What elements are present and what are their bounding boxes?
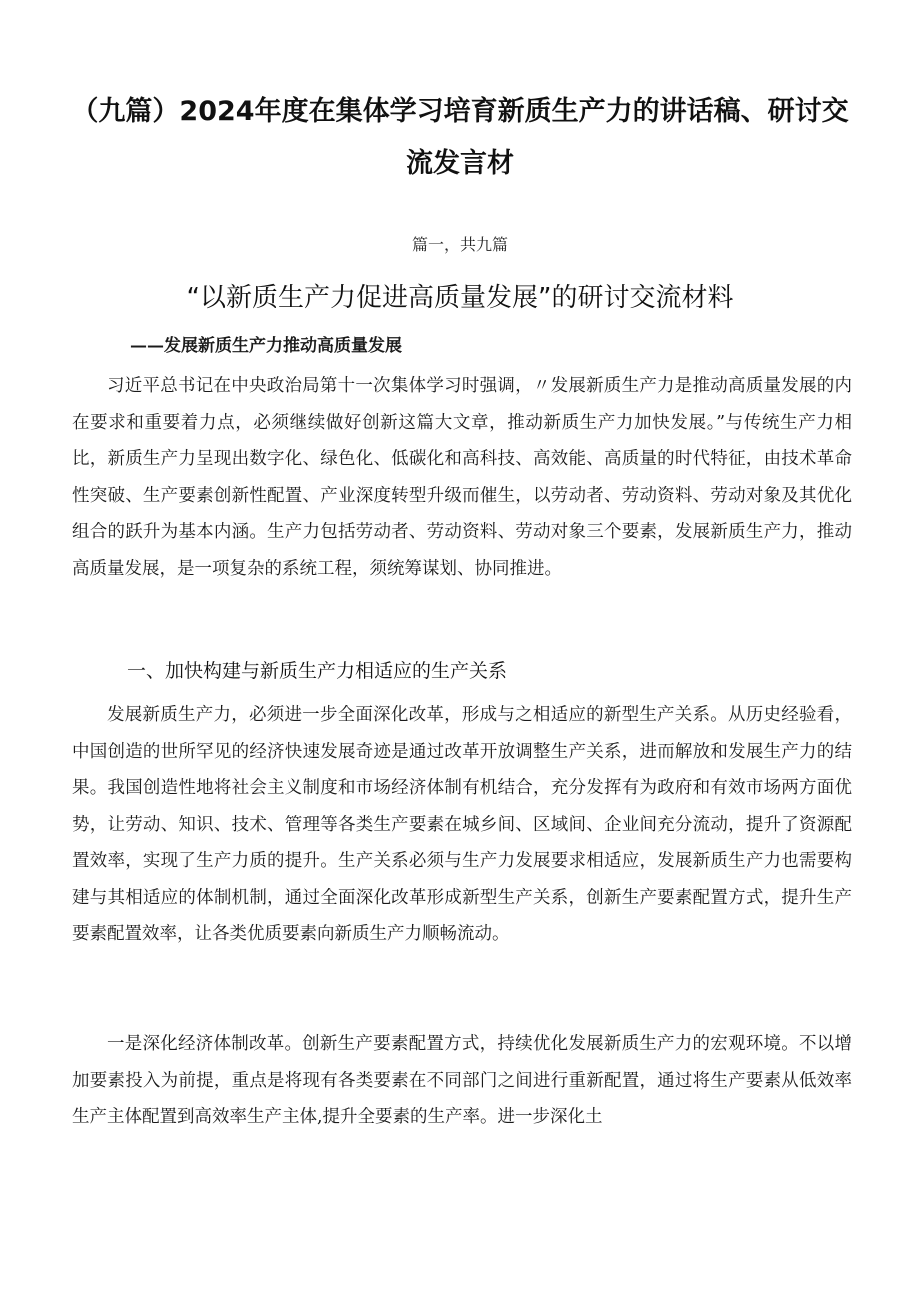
body-paragraph: 一是深化经济体制改革。创新生产要素配置方式，持续优化发展新质生产力的宏观环境。不以增加要素投入为前提，重点是将现有各类要素在不同部门之间进行重新配置，通过将生产要素从低效率生产主体配置到高效率生产主体,提升全要素的生产率。进一步深化土 xyxy=(72,1034,852,1127)
body-paragraph: 发展新质生产力，必须进一步全面深化改革，形成与之相适应的新型生产关系。从历史经验看，中国创造的世所罕见的经济快速发展奇迹是通过改革开放调整生产关系，进而解放和发展生产力的结果。我国创造性地将社会主义制度和市场经济体制有机结合，充分发挥有为政府和有效市场两方面优势，让劳动、知识、技术、管理等各类生产要素在城乡间、区域间、企业间充分流动，提升了资源配置效率，实现了生产力质的提升。生产关系必须与生产力发展要求相适应，发展新质生产力也需要构建与其相适应的体制机制，通过全面深化改革形成新型生产关系，创新生产要素配置方式，提升生产要素配置效率，让各类优质要素向新质生产力顺畅流动。 xyxy=(72,705,852,944)
section-heading: 一、加快构建与新质生产力相适应的生产关系 xyxy=(127,660,508,682)
article-title: “以新质生产力促进高质量发展”的研讨交流材料 xyxy=(186,283,734,313)
intro-paragraph: 习近平总书记在中央政治局第十一次集体学习时强调，〃发展新质生产力是推动高质量发展的内在要求和重要着力点，必须继续做好创新这篇大文章，推动新质生产力加快发展。”与传统生产力相比，新质生产力呈现出数字化、绿色化、低碳化和高科技、高效能、高质量的时代特征，由技术革命性突破、生产要素创新性配置、产业深度转型升级而催生，以劳动者、劳动资料、劳动对象及其优化组合的跃升为基本内涵。生产力包括劳动者、劳动资料、劳动对象三个要素，发展新质生产力，推动高质量发展，是一项复杂的系统工程，须统筹谋划、协同推进。 xyxy=(72,376,852,579)
article-subtitle: ——发展新质生产力推动高质量发展 xyxy=(130,336,402,356)
document-title: （九篇）2024年度在集体学习培育新质生产力的讲话稿、研讨交流发言材 xyxy=(71,96,849,179)
part-label: 篇一，共九篇 xyxy=(411,235,508,254)
